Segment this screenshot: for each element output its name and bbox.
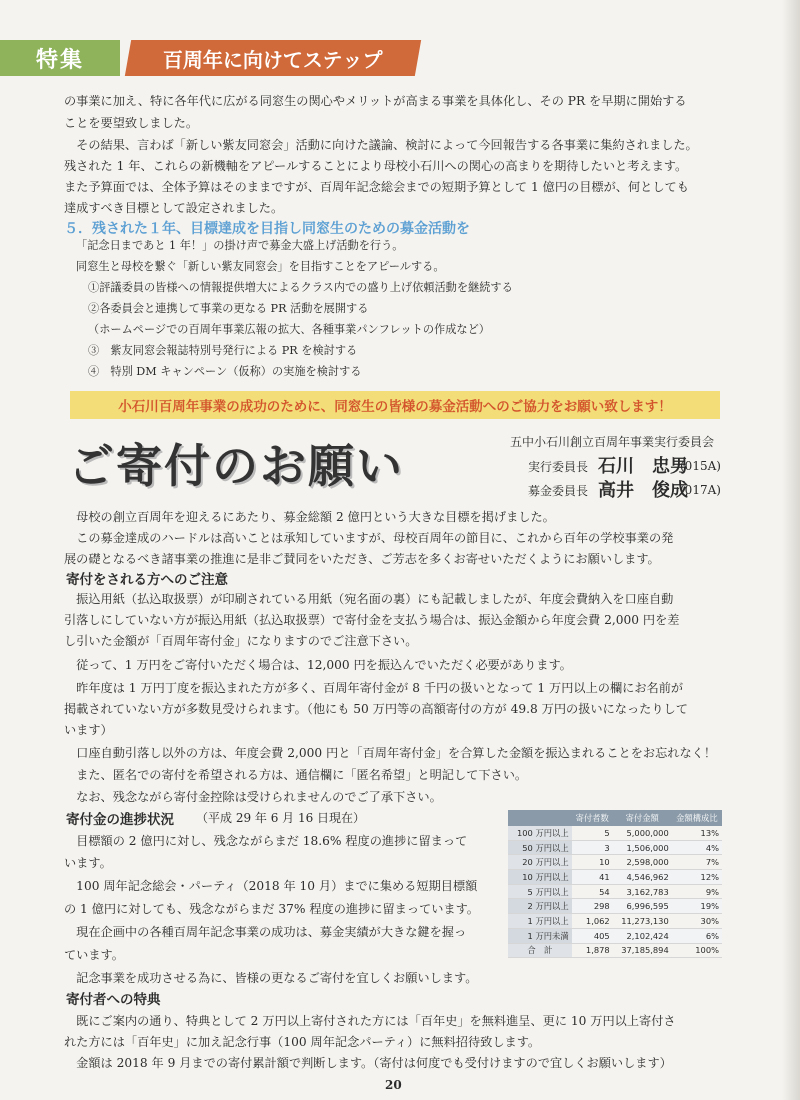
section5-line: （ホームページでの百周年事業広報の拡大、各種事業パンフレットの作成など） [88,323,490,336]
table-cell: 405 [572,928,613,943]
table-cell: 37,185,894 [613,943,672,958]
feature-tag: 特集 [0,40,120,76]
donation-progress-table [508,810,722,958]
table-cell: 5 万円以上 [508,884,572,899]
page-number: 20 [385,1078,402,1092]
table-cell: 6,996,595 [613,899,672,914]
donation-intro-line: 母校の創立百周年を迎えるにあたり、募金総額 2 億円という大きな目標を掲げました。 [64,510,555,524]
donation-intro-line: この募金達成のハードルは高いことは承知していますが、母校百周年の節目に、これから百年の学校事業の発 [64,531,674,545]
table-row [508,928,722,943]
intro-line: その結果、言わば「新しい紫友同窓会」活動に向けた議論、検討によって今回報告する各事業に集約されました。 [64,138,698,152]
progress-line: 現在企画中の各種百周年記念事業の成功は、募金実績が大きな鍵を握っ [64,925,467,939]
officer-code: (015A) [680,459,721,473]
table-cell: 6% [672,928,722,943]
progress-line: 目標額の 2 億円に対し、残念ながらまだ 18.6% 程度の進捗に留まって [64,834,468,848]
notes-line: 従って、1 万円をご寄付いただく場合は、12,000 円を振込んでいただく必要があります。 [64,658,572,672]
officer-role: 実行委員長 [528,460,589,474]
benefits-line: れた方には「百年史」に加え記念行事（100 周年記念パーティ）に無料招待致します。 [64,1035,541,1049]
table-cell: 13% [672,826,722,840]
progress-line: います。 [64,856,112,870]
officer-code: (017A) [680,483,721,497]
table-cell: 50 万円以上 [508,840,572,855]
donation-title: ご寄付のお願い [68,439,404,493]
table-cell: 3,162,783 [613,884,672,899]
progress-date: （平成 29 年 6 月 16 日現在） [196,811,366,825]
table-row [508,840,722,855]
table-cell: 5 [572,826,613,840]
table-cell: 1 万円以上 [508,914,572,929]
table-cell: 298 [572,899,613,914]
notes-line: 振込用紙（払込取扱票）が印刷されている用紙（宛名面の裏）にも記載しましたが、年度会費納入を口座自動 [64,592,674,606]
table-cell: 1 万円未満 [508,928,572,943]
progress-line: 記念事業を成功させる為に、皆様の更なるご寄付を宜しくお願いします。 [64,971,478,985]
table-cell: 7% [672,855,722,870]
progress-line: の 1 億円に対しても、残念ながらまだ 37% 程度の進捗に留まっています。 [64,902,479,916]
section5-line: ③ 紫友同窓会報誌特別号発行による PR を検討する [88,344,358,357]
notes-line: 掲載されていない方が多数見受けられます。（他にも 50 万円等の高額寄付の方が 49.8 万円の扱いになったりして [64,702,688,716]
table-cell: 30% [672,914,722,929]
intro-line: 達成すべき目標として設定されました。 [64,201,284,215]
progress-heading: 寄付金の進捗状況 [66,812,174,828]
table-cell: 4% [672,840,722,855]
table-cell: 2,102,424 [613,928,672,943]
notes-line: 引落しにしていない方が振込用紙（払込取扱票）で寄付金を支払う場合は、振込金額から年度会費 2,000 円を差 [64,613,680,627]
table-row [508,899,722,914]
table-cell: 10 万円以上 [508,870,572,885]
notes-line: なお、残念ながら寄付金控除は受けられませんのでご了承下さい。 [64,790,442,804]
table-cell: 2 万円以上 [508,899,572,914]
officer-role: 募金委員長 [528,484,589,498]
donation-intro-line: 展の礎となるべき諸事業の推進に是非ご賛同をいただき、ご芳志を多くお寄せいただくようにお願いします。 [64,552,660,566]
table-cell: 1,878 [572,943,613,958]
table-cell: 41 [572,870,613,885]
table-cell: 100% [672,943,722,958]
notes-heading: 寄付をされる方へのご注意 [66,572,228,588]
table-header-cell: 寄付金額 [613,810,672,826]
benefits-line: 既にご案内の通り、特典として 2 万円以上寄付された方には「百年史」を無料進呈、更に 10 万円以上寄付さ [64,1014,676,1028]
officer-name: 石川 忠男 [598,456,688,477]
notes-line: また、匿名での寄付を希望される方は、通信欄に「匿名希望」と明記して下さい。 [64,768,528,782]
table-cell: 3 [572,840,613,855]
officer-name: 高井 俊成 [598,480,688,501]
intro-line: 残された 1 年、これらの新機軸をアピールすることにより母校小石川への関心の高まりを期待したいと考えます。 [64,159,688,173]
table-header-cell [508,810,572,826]
table-cell: 2,598,000 [613,855,672,870]
section5-heading: ５．残された１年、目標達成を目指し同窓生のための募金活動を [64,221,470,237]
section5-line: 「記念日まであと 1 年！」の掛け声で募金大盛上げ活動を行う。 [76,239,404,252]
table-cell: 100 万円以上 [508,826,572,840]
section5-line: ①評議委員の皆様への情報提供増大によるクラス内での盛り上げ依頼活動を継続する [88,281,513,294]
table-cell: 10 [572,855,613,870]
intro-line: の事業に加え、特に各年代に広がる同窓生の関心やメリットが高まる事業を具体化し、その PR を早期に開始する [64,94,687,108]
table-cell: 54 [572,884,613,899]
table-row [508,870,722,885]
notes-line: し引いた金額が「百周年寄付金」になりますのでご注意下さい。 [64,634,418,648]
table-row [508,914,722,929]
intro-line: ことを要望致しました。 [64,116,199,130]
table-cell: 11,273,130 [613,914,672,929]
section5-line: ②各委員会と連携して事業の更なる PR 活動を展開する [88,302,369,315]
progress-line: ています。 [64,948,124,962]
table-total-row [508,943,722,958]
notes-line: います） [64,723,113,737]
intro-line: また予算面では、全体予算はそのままですが、百周年記念総会までの短期予算として 1 億円の目標が、何としても [64,180,689,194]
section5-line: ④ 特別 DM キャンペーン（仮称）の実施を検討する [88,365,362,378]
table-cell: 合 計 [508,943,572,958]
feature-title: 百周年に向けてステップ [125,40,421,76]
table-row [508,884,722,899]
benefits-heading: 寄付者への特典 [66,992,161,1008]
table-cell: 5,000,000 [613,826,672,840]
table-cell: 19% [672,899,722,914]
table-cell: 1,062 [572,914,613,929]
table-cell: 9% [672,884,722,899]
notes-line: 口座自動引落し以外の方は、年度会費 2,000 円と「百周年寄付金」を合算した金額を振込まれることをお忘れなく！ [64,746,717,760]
table-header-row [508,810,722,826]
table-cell: 1,506,000 [613,840,672,855]
table-cell: 20 万円以上 [508,855,572,870]
table-header-cell: 寄付者数 [572,810,613,826]
table-row [508,826,722,840]
table-cell: 4,546,962 [613,870,672,885]
appeal-banner: 小石川百周年事業の成功のために、同窓生の皆様の募金活動へのご協力をお願い致します！ [70,391,720,419]
notes-line: 昨年度は 1 万円丁度を振込まれた方が多く、百周年寄付金が 8 千円の扱いとなって 1 万円以上の欄にお名前が [64,681,684,695]
page-edge-shadow [782,0,800,1100]
organization-name: 五中小石川創立百周年事業実行委員会 [510,435,715,449]
progress-line: 100 周年記念総会・パーティ（2018 年 10 月）までに集める短期目標額 [64,879,478,893]
table-cell: 12% [672,870,722,885]
table-row [508,855,722,870]
benefits-line: 金額は 2018 年 9 月までの寄付累計額で判断します。（寄付は何度でも受付けますので宜しくお願いします） [64,1056,672,1070]
section5-line: 同窓生と母校を繋ぐ「新しい紫友同窓会」を目指すことをアピールする。 [76,260,445,273]
table-header-cell: 金額構成比 [672,810,722,826]
